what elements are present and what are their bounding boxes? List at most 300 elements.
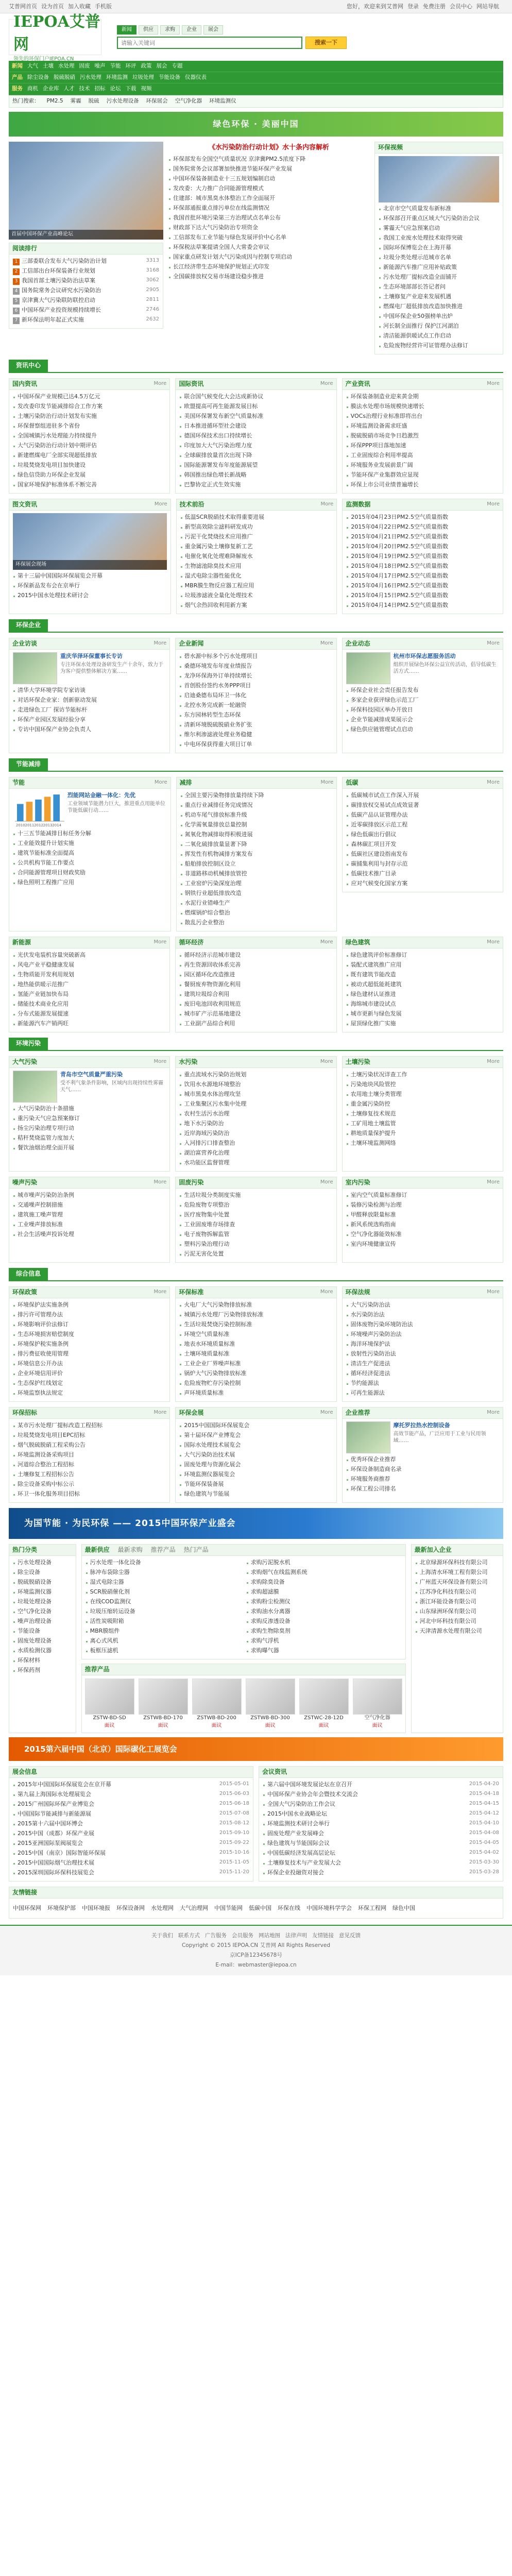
enterprise-box-2-thumbnail[interactable] xyxy=(346,652,390,684)
nav-link[interactable]: 大气 xyxy=(27,63,38,69)
list-item[interactable]: 东方园林转型生态环保 xyxy=(179,711,332,721)
hot-search-link[interactable]: 环保展会 xyxy=(146,97,168,104)
product-name[interactable]: ZSTW-BD-SD xyxy=(93,1715,126,1721)
footer-link[interactable]: 会员服务 xyxy=(232,1933,253,1939)
more-link[interactable]: More xyxy=(320,381,333,387)
enterprise-item[interactable]: 浙江环能设备有限公司 xyxy=(415,1598,499,1607)
list-item[interactable]: 韩国推出绿色增长新战略 xyxy=(179,471,332,481)
energy-saving-headline[interactable]: 烈能网站金融一体化：先优 xyxy=(67,791,135,799)
meeting-item-title[interactable]: 环保企业投融资对接会 xyxy=(267,1869,324,1876)
list-item[interactable]: 垃圾焚烧发电项目EPC招标 xyxy=(13,1431,166,1441)
nav-link[interactable]: 土壤 xyxy=(43,63,54,69)
rank-title[interactable]: 三部委联合发布大气污染防治计划 xyxy=(22,257,107,264)
list-item[interactable]: 欧盟提高可再生能源发展目标 xyxy=(179,402,332,412)
product-image[interactable] xyxy=(246,1679,295,1715)
more-link[interactable]: More xyxy=(320,640,333,647)
category-item[interactable]: 除尘设备 xyxy=(13,1568,72,1578)
top-headline[interactable]: 《水污染防治行动计划》水十条内容解析 xyxy=(208,143,329,151)
list-item[interactable]: 既有建筑节能改造 xyxy=(346,971,499,980)
list-item[interactable]: 第十届环保产业博览会 xyxy=(179,1431,332,1441)
friend-link[interactable]: 绿色中国 xyxy=(392,1905,415,1912)
nav-link[interactable]: 环评 xyxy=(125,63,136,69)
list-item[interactable]: 2015年04月22日PM2.5空气质量指数 xyxy=(346,523,499,533)
more-link[interactable]: More xyxy=(154,501,167,507)
list-item[interactable]: 污泥无害化处置 xyxy=(179,1250,332,1260)
enterprise-box-0-headline[interactable]: 重庆华泽环保董事长专访 xyxy=(60,652,123,659)
meeting-item-title[interactable]: 全国大气污染防治工作会议 xyxy=(267,1801,335,1808)
list-item[interactable]: 碳捕集利用与封存示范 xyxy=(346,860,499,870)
footer-link[interactable]: 关于我们 xyxy=(151,1933,173,1939)
list-item[interactable]: 燃煤锅炉综合整治 xyxy=(180,909,333,919)
list-item[interactable]: 湖泊富营养化治理 xyxy=(179,1149,332,1159)
expo-item-title[interactable]: 2015广州国际环保产业博览会 xyxy=(18,1801,94,1808)
list-item[interactable]: 屋顶绿化推广实施 xyxy=(346,1020,499,1029)
more-link[interactable]: More xyxy=(320,779,334,786)
search-tab[interactable]: 展会 xyxy=(203,25,223,35)
footer-link[interactable]: 意见反馈 xyxy=(339,1933,361,1939)
list-item[interactable]: 绿色照明工程推广应用 xyxy=(13,878,167,888)
topbar-link[interactable]: 网站导航 xyxy=(476,3,499,10)
list-item[interactable]: 2015年04月20日PM2.5空气质量指数 xyxy=(346,543,499,552)
meeting-item[interactable] xyxy=(263,1800,499,1810)
ad-banner-2[interactable]: 2015第六届中国（北京）国际碳化工展览会 xyxy=(9,1737,503,1761)
list-item[interactable]: 土壤污染状况详查工作 xyxy=(346,1071,499,1080)
list-item[interactable]: 清新环境脱硫脱硝业务扩张 xyxy=(179,721,332,731)
list-item[interactable]: 废旧电池回收利用规范 xyxy=(179,1000,332,1010)
supply-item[interactable]: 脉冲布袋除尘器 xyxy=(86,1568,241,1578)
list-item[interactable]: 工业噪声排放标准 xyxy=(13,1221,166,1230)
video-news-item[interactable]: 生态环境部部长答记者问 xyxy=(379,283,499,293)
list-item[interactable]: 机动车尾气排放标准升级 xyxy=(180,811,333,821)
expo-item[interactable] xyxy=(13,1781,249,1790)
expo-item[interactable] xyxy=(13,1849,249,1859)
nav-link[interactable]: 技术 xyxy=(79,86,90,92)
list-item[interactable]: 建筑施工噪声管理 xyxy=(13,1211,166,1221)
list-item[interactable]: 重金属污染防控 xyxy=(346,1100,499,1110)
hot-search-link[interactable]: 脱硫 xyxy=(88,97,99,104)
list-item[interactable]: 环境影响评价法修订 xyxy=(13,1320,166,1330)
expo-item[interactable] xyxy=(13,1820,249,1829)
list-item[interactable]: 光伏发电装机容量突破新高 xyxy=(13,951,166,961)
pollution-box-0-headline[interactable]: 青岛市空气质量严重污染 xyxy=(60,1071,123,1078)
product-card[interactable] xyxy=(299,1679,349,1730)
list-item[interactable]: 危险废物贮存污染控制 xyxy=(179,1379,332,1389)
category-item[interactable]: 污水处理设备 xyxy=(13,1558,72,1568)
expo-item-title[interactable]: 2015深圳国际环保科技展览会 xyxy=(18,1869,94,1876)
news-item[interactable]: 我国首批环境污染第三方治理试点名单公布 xyxy=(168,214,369,224)
list-item[interactable]: 环保产业园区发展经验分享 xyxy=(13,716,166,725)
list-item[interactable]: 农村生活污水治理 xyxy=(179,1110,332,1120)
news-item[interactable]: 国务院常务会议部署加快推进节能环保产业发展 xyxy=(168,165,369,175)
list-item[interactable]: 多家企业获评绿色示范工厂 xyxy=(346,696,499,706)
list-item[interactable]: 大气污染防治行动计划中期评估 xyxy=(13,442,166,451)
footer-link[interactable]: 法律声明 xyxy=(285,1933,307,1939)
rank-item[interactable] xyxy=(13,267,159,277)
list-item[interactable]: 膜法水处理市场规模快速增长 xyxy=(346,402,499,412)
list-item[interactable]: 室内空气质量标准修订 xyxy=(346,1191,499,1201)
list-item[interactable]: 工业企业厂界噪声标准 xyxy=(179,1360,332,1369)
search-input[interactable] xyxy=(117,37,302,49)
topbar-link[interactable]: 免费注册 xyxy=(423,3,446,10)
list-item[interactable]: 专访中国环保产业协会负责人 xyxy=(13,725,166,735)
nav-link[interactable]: 噪声 xyxy=(94,63,106,69)
rank-title[interactable]: 工信部出台环保装备行业规划 xyxy=(22,267,95,274)
more-link[interactable]: More xyxy=(320,939,333,945)
list-item[interactable]: 土壤环境监测网络 xyxy=(346,1139,499,1149)
more-link[interactable]: More xyxy=(320,1179,333,1185)
meeting-item[interactable] xyxy=(263,1849,499,1859)
video-news-item[interactable]: 污水处理厂提标改造全面铺开 xyxy=(379,273,499,283)
list-item[interactable]: 交通噪声控制措施 xyxy=(13,1201,166,1211)
rank-item[interactable] xyxy=(13,277,159,286)
more-link[interactable]: More xyxy=(320,1059,333,1065)
list-item[interactable]: 脱硫脱硝市场竞争日趋激烈 xyxy=(346,432,499,442)
list-item[interactable]: 碧水源中标多个污水处理项目 xyxy=(179,652,332,662)
nav-link[interactable]: 视频 xyxy=(141,86,152,92)
list-item[interactable]: 入河排污口排查整治 xyxy=(179,1139,332,1149)
list-item[interactable]: 电催化氧化处理难降解废水 xyxy=(180,552,333,562)
list-item[interactable]: 工业窑炉污染深度治理 xyxy=(180,879,333,889)
list-item[interactable]: 烟气余热回收利用新方案 xyxy=(180,601,333,611)
list-item[interactable]: 绿色建筑评价标准修订 xyxy=(346,951,499,961)
topbar-link[interactable]: 您好，欢迎来到艾普网 xyxy=(347,3,403,10)
list-item[interactable]: 环保上市公司业绩普遍增长 xyxy=(346,481,499,490)
list-item[interactable]: 城市黑臭水体治理攻坚 xyxy=(179,1090,332,1100)
meeting-item[interactable] xyxy=(263,1839,499,1849)
expo-item-title[interactable]: 2015中国（南京）国际智能环保展 xyxy=(18,1850,106,1857)
list-item[interactable]: 水污染防治法 xyxy=(346,1311,499,1320)
enterprise-item[interactable]: 北京绿源环保科技有限公司 xyxy=(415,1558,499,1568)
video-news-item[interactable]: 清洁能源供暖试点工作启动 xyxy=(379,332,499,342)
search-tab[interactable]: 求购 xyxy=(160,25,180,35)
friend-link[interactable]: 环保在线 xyxy=(278,1905,300,1912)
list-item[interactable]: 放射性污染防治法 xyxy=(346,1350,499,1360)
list-item[interactable]: 垃圾渗滤液全量化处理技术 xyxy=(180,591,333,601)
list-item[interactable]: 电子废物拆解监管 xyxy=(179,1230,332,1240)
list-item[interactable]: 锅炉大气污染物排放标准 xyxy=(179,1369,332,1379)
rank-title[interactable]: 中国环保产业投资规模持续增长 xyxy=(22,306,101,313)
list-item[interactable]: 海绵城市建设试点 xyxy=(346,1000,499,1010)
buy-item[interactable]: 求购粉尘检测仪 xyxy=(246,1598,402,1607)
list-item[interactable]: 社会生活噪声投诉处理 xyxy=(13,1230,166,1240)
enterprise-item[interactable]: 河北中环科技有限公司 xyxy=(415,1617,499,1627)
supply-item[interactable]: 板框压滤机 xyxy=(86,1647,241,1656)
enterprise-item[interactable]: 上海清水环境工程有限公司 xyxy=(415,1568,499,1578)
product-name[interactable]: ZSTWC-28-12D xyxy=(304,1715,344,1721)
list-item[interactable]: 桑德环境发布年度业绩报告 xyxy=(179,662,332,672)
list-item[interactable]: 重点行业减排任务完成情况 xyxy=(180,801,333,811)
friend-link[interactable]: 环保设备网 xyxy=(116,1905,145,1912)
list-item[interactable]: 地表水环境质量标准 xyxy=(179,1340,332,1350)
news-item[interactable]: 全国碳排放权交易市场建设稳步推进 xyxy=(168,273,369,282)
list-item[interactable]: 国家环境保护标准体系不断完善 xyxy=(13,481,166,490)
rank-item[interactable] xyxy=(13,296,159,306)
general-sub-box-2-thumbnail[interactable] xyxy=(346,1421,390,1453)
expo-item[interactable] xyxy=(13,1810,249,1820)
list-item[interactable]: 建筑节能标准全面提高 xyxy=(13,849,167,859)
product-name[interactable]: ZSTWB-BD-170 xyxy=(143,1715,183,1721)
list-item[interactable]: 循环经济示范城市建设 xyxy=(179,951,332,961)
list-item[interactable]: 园区循环化改造推进 xyxy=(179,971,332,980)
news-item[interactable]: 工信部发布工业节能与绿色发展评价中心名单 xyxy=(168,233,369,243)
list-item[interactable]: 环保企业社会责任报告发布 xyxy=(346,686,499,696)
site-logo[interactable] xyxy=(9,13,101,62)
buy-item[interactable]: 求购反渗透设备 xyxy=(246,1617,402,1627)
product-name[interactable]: ZSTWB-BD-200 xyxy=(197,1715,236,1721)
list-item[interactable]: 排污许可管理办法 xyxy=(13,1311,166,1320)
topbar-link[interactable]: 手机版 xyxy=(95,3,112,10)
buy-item[interactable]: 求购烟气在线监测系统 xyxy=(246,1568,402,1578)
list-item[interactable]: 2015年04月19日PM2.5空气质量指数 xyxy=(346,552,499,562)
list-item[interactable]: 河道综合整治工程招标 xyxy=(13,1461,166,1470)
list-item[interactable]: 地下水污染防治 xyxy=(179,1120,332,1129)
list-item[interactable]: 2015年04月17日PM2.5空气质量指数 xyxy=(346,572,499,582)
list-item[interactable]: 非道路移动机械排放管控 xyxy=(180,870,333,879)
list-item[interactable]: 二氧化硫排放量显著下降 xyxy=(180,840,333,850)
list-item[interactable]: 火电厂大气污染物排放标准 xyxy=(179,1301,332,1311)
list-item[interactable]: 环境保护税实施条例 xyxy=(13,1340,166,1350)
list-item[interactable]: 环境信息公开办法 xyxy=(13,1360,166,1369)
list-item[interactable]: 土壤环境质量标准 xyxy=(179,1350,332,1360)
list-item[interactable]: 土壤修复技术规范 xyxy=(346,1110,499,1120)
category-item[interactable]: 节能设备 xyxy=(13,1627,72,1637)
buy-item[interactable]: 求购超滤膜 xyxy=(246,1588,402,1598)
list-item[interactable]: 环境监测设备采购项目 xyxy=(13,1451,166,1461)
supply-item[interactable]: 离心式风机 xyxy=(86,1637,241,1647)
search-tab[interactable]: 供应 xyxy=(139,25,158,35)
footer-link[interactable]: 友情链接 xyxy=(312,1933,334,1939)
list-item[interactable]: 医疗废物集中处置 xyxy=(179,1211,332,1221)
nav-link[interactable]: 环境监测 xyxy=(106,74,128,81)
nav-link[interactable]: 专题 xyxy=(172,63,183,69)
list-item[interactable]: 2015年04月16日PM2.5空气质量指数 xyxy=(346,582,499,591)
friend-link[interactable]: 水处理网 xyxy=(151,1905,174,1912)
list-item[interactable]: 合同能源管理项目财政奖励 xyxy=(13,869,167,878)
list-item[interactable]: 饮用水水源地环境整治 xyxy=(179,1080,332,1090)
list-item[interactable]: 某市污水处理厂提标改造工程招标 xyxy=(13,1421,166,1431)
more-link[interactable]: More xyxy=(153,381,167,387)
product-card[interactable] xyxy=(246,1679,295,1730)
list-item[interactable]: 清洁生产促进法 xyxy=(346,1360,499,1369)
buy-item[interactable]: 求购曝气器 xyxy=(246,1647,402,1656)
list-item[interactable]: 化学需氧量排放总量控制 xyxy=(180,821,333,831)
list-item[interactable]: 环境空气质量标准 xyxy=(179,1330,332,1340)
more-link[interactable]: More xyxy=(320,1289,333,1295)
list-item[interactable]: 工业固废堆存场排查 xyxy=(179,1221,332,1230)
category-item[interactable]: 水质检测仪器 xyxy=(13,1647,72,1656)
hot-search-link[interactable]: 空气净化器 xyxy=(175,97,202,104)
friend-link[interactable]: 中国环境报 xyxy=(82,1905,110,1912)
list-item[interactable]: 钢铁行业超低排放改造 xyxy=(180,889,333,899)
rank-item[interactable] xyxy=(13,257,159,267)
more-link[interactable]: More xyxy=(487,779,500,786)
list-item[interactable]: 低温SCR脱硝技术取得重要进展 xyxy=(180,513,333,523)
friend-link[interactable]: 环境保护部 xyxy=(47,1905,76,1912)
list-item[interactable]: MBR膜生物反应器工程应用 xyxy=(180,582,333,591)
list-item[interactable]: 首创股份签约水务PPP项目 xyxy=(179,682,332,691)
meeting-item-title[interactable]: 固废处理产业发展峰会 xyxy=(267,1830,324,1837)
list-item[interactable]: 走进绿色工厂 探访节能标杆 xyxy=(13,706,166,716)
category-item[interactable]: 环境监测仪器 xyxy=(13,1588,72,1598)
more-link[interactable]: More xyxy=(487,640,500,647)
category-item[interactable]: 空气净化设备 xyxy=(13,1607,72,1617)
expo-item-title[interactable]: 中国国际节能减排与新能源展 xyxy=(18,1810,91,1818)
nav-link[interactable]: 固废 xyxy=(79,63,90,69)
nav-link[interactable]: 仪器仪表 xyxy=(185,74,207,81)
list-item[interactable]: 新能源汽车产销两旺 xyxy=(13,1020,166,1029)
trade-tab[interactable]: 热门产品 xyxy=(183,1546,209,1553)
video-news-item[interactable]: 燃煤电厂超低排放改造加快推进 xyxy=(379,302,499,312)
list-item[interactable]: 装修污染检测与治理 xyxy=(346,1201,499,1211)
more-link[interactable]: More xyxy=(153,1059,167,1065)
rank-title[interactable]: 新环保法明年起正式实施 xyxy=(22,316,84,323)
video-news-item[interactable]: 河长制全面推行 保护江河湖泊 xyxy=(379,322,499,332)
trade-tab[interactable]: 最新供应 xyxy=(84,1546,110,1553)
footer-link[interactable]: 广告服务 xyxy=(205,1933,227,1939)
list-item[interactable]: 对话环保企业家：创新驱动发展 xyxy=(13,696,166,706)
supply-item[interactable]: 在线COD监测仪 xyxy=(86,1598,241,1607)
supply-item[interactable]: 垃圾压缩转运设备 xyxy=(86,1607,241,1617)
expo-item-title[interactable]: 2015第十六届中国环博会 xyxy=(18,1820,83,1827)
list-item[interactable]: 海洋环境保护法 xyxy=(346,1340,499,1350)
footer-link[interactable]: 网站地图 xyxy=(259,1933,280,1939)
more-link[interactable]: More xyxy=(487,939,500,945)
more-link[interactable]: More xyxy=(153,939,167,945)
list-item[interactable]: 2015年04月14日PM2.5空气质量指数 xyxy=(346,601,499,611)
expo-item-title[interactable]: 2015中国（成都）环保产业展 xyxy=(18,1830,94,1837)
list-item[interactable]: 重点流域水污染防治规划 xyxy=(179,1071,332,1080)
rank-item[interactable] xyxy=(13,286,159,296)
list-item[interactable]: 空气净化器能效标准 xyxy=(346,1230,499,1240)
nav-link[interactable]: 企业库 xyxy=(43,86,59,92)
focus-photo[interactable] xyxy=(9,142,163,240)
news-item[interactable]: 环保部通报重点排污单位在线监测情况 xyxy=(168,204,369,214)
list-item[interactable]: 固体废物污染环境防治法 xyxy=(346,1320,499,1330)
nav-link[interactable]: 下载 xyxy=(125,86,136,92)
list-item[interactable]: 环境服务商推荐 xyxy=(346,1475,499,1485)
list-item[interactable]: 优秀环保企业推荐 xyxy=(346,1455,499,1465)
video-thumbnail[interactable] xyxy=(379,156,499,202)
list-item[interactable]: 储能技术商业化应用 xyxy=(13,1000,166,1010)
list-item[interactable]: 氢能产业链加快布局 xyxy=(13,990,166,1000)
list-item[interactable]: 工业集聚区污水集中处理 xyxy=(179,1100,332,1110)
more-link[interactable]: More xyxy=(487,1059,500,1065)
news-item[interactable]: 长江经济带生态环境保护规划正式印发 xyxy=(168,263,369,273)
category-item[interactable]: 脱硫脱硝设备 xyxy=(13,1578,72,1588)
meeting-item-title[interactable]: 中国环保产业协会年会暨技术交流会 xyxy=(267,1791,358,1798)
list-item[interactable]: 近岸海域污染防治 xyxy=(179,1129,332,1139)
list-item[interactable]: 绿色建材认证推进 xyxy=(346,990,499,1000)
supply-item[interactable]: MBR膜组件 xyxy=(86,1627,241,1637)
product-image[interactable] xyxy=(85,1679,134,1715)
list-item[interactable]: 餐厨废弃物资源化利用 xyxy=(179,980,332,990)
list-item[interactable]: 森林碳汇项目开发 xyxy=(346,840,499,850)
product-image[interactable] xyxy=(192,1679,242,1715)
list-item[interactable]: 生活垃圾分类制度实施 xyxy=(179,1191,332,1201)
list-item[interactable]: 工矿用地土壤监管 xyxy=(346,1120,499,1129)
list-item[interactable]: 维尔利渗滤液处理业务稳健 xyxy=(179,731,332,740)
nav-link[interactable]: 展会 xyxy=(156,63,167,69)
buy-item[interactable]: 求购生物除臭剂 xyxy=(246,1627,402,1637)
expo-item-title[interactable]: 2015年中国国际环保展览会在京开幕 xyxy=(18,1781,111,1788)
rank-title[interactable]: 国务院常务会议研究水污染防治 xyxy=(22,286,101,294)
news-item[interactable]: 财政部下达大气污染防治专项资金 xyxy=(168,224,369,233)
meeting-item[interactable] xyxy=(263,1859,499,1869)
meeting-item-title[interactable]: 中国低碳经济发展高层论坛 xyxy=(267,1850,335,1857)
friend-link[interactable]: 中国环境科学学会 xyxy=(306,1905,352,1912)
list-item[interactable]: 低碳城市试点工作深入开展 xyxy=(346,791,499,801)
product-name[interactable]: 空气净化器 xyxy=(364,1715,390,1721)
video-news-item[interactable]: 北京市空气质量发布新标准 xyxy=(379,205,499,214)
buy-item[interactable]: 求购油水分离器 xyxy=(246,1607,402,1617)
rank-title[interactable]: 我国首部土壤污染防治法草案 xyxy=(22,277,95,284)
general-sub-box-2-headline[interactable]: 摩托罗拉热水控制设备 xyxy=(393,1421,450,1429)
list-item[interactable]: 环境服务业发展前景广阔 xyxy=(346,461,499,471)
list-item[interactable]: 环保工程公司排名 xyxy=(346,1485,499,1495)
more-link[interactable]: More xyxy=(487,1410,500,1416)
list-item[interactable]: 日本推进循环型社会建设 xyxy=(179,422,332,432)
list-item[interactable]: 绿色建筑与节能展 xyxy=(179,1490,332,1500)
list-item[interactable]: 再生资源回收体系完善 xyxy=(179,961,332,971)
product-card[interactable] xyxy=(85,1679,134,1730)
list-item[interactable]: 秸秆焚烧监管力度加大 xyxy=(13,1134,166,1144)
more-link[interactable]: More xyxy=(153,640,167,647)
list-item[interactable]: 节能环保产业集群效应显现 xyxy=(346,471,499,481)
list-item[interactable]: 船舶排放控制区设立 xyxy=(180,860,333,870)
list-item[interactable]: 中国环保产业规模已达4.5万亿元 xyxy=(13,393,166,402)
list-item[interactable]: 巴黎协定正式生效实施 xyxy=(179,481,332,490)
nav-link[interactable]: 节能设备 xyxy=(159,74,180,81)
friend-link[interactable]: 环保工程网 xyxy=(358,1905,386,1912)
list-item[interactable]: 生态环境损害赔偿制度 xyxy=(13,1330,166,1340)
video-news-item[interactable]: 我国工业废水处理技术取得突破 xyxy=(379,234,499,244)
more-link[interactable]: More xyxy=(320,501,334,507)
buy-item[interactable]: 求购气浮机 xyxy=(246,1637,402,1647)
list-item[interactable]: 全国城镇污水处理能力持续提升 xyxy=(13,432,166,442)
product-card[interactable] xyxy=(139,1679,188,1730)
list-item[interactable]: 耕地质量保护提升 xyxy=(346,1129,499,1139)
enterprise-item[interactable]: 山东绿洲环保有限公司 xyxy=(415,1607,499,1617)
pic-news-item[interactable]: 第十三届中国国际环保展览会开幕 xyxy=(13,572,167,582)
expo-item-title[interactable]: 第九届上海国际水处理展览会 xyxy=(18,1791,91,1798)
list-item[interactable]: 环保PPP项目落地加速 xyxy=(346,442,499,451)
list-item[interactable]: 工业副产品综合利用 xyxy=(179,1020,332,1029)
hot-search-link[interactable]: 污水处理设备 xyxy=(106,97,139,104)
video-news-item[interactable]: 雾霾天气应急预案启动 xyxy=(379,224,499,234)
more-link[interactable]: More xyxy=(320,1410,333,1416)
list-item[interactable]: 氮氧化物减排取得积极进展 xyxy=(180,831,333,840)
list-item[interactable]: 装配式建筑推广应用 xyxy=(346,961,499,971)
enterprise-box-0-thumbnail[interactable] xyxy=(13,652,57,684)
nav-link[interactable]: 除尘设备 xyxy=(27,74,49,81)
list-item[interactable]: 被动式超低能耗建筑 xyxy=(346,980,499,990)
list-item[interactable]: 生物滤池除臭技术应用 xyxy=(180,562,333,572)
list-item[interactable]: 环境监测设备需求旺盛 xyxy=(346,422,499,432)
list-item[interactable]: 环保督察组进驻多个省份 xyxy=(13,422,166,432)
video-news-item[interactable]: 国际环保博览会在上海开幕 xyxy=(379,244,499,253)
list-item[interactable]: 企业环境信用评价 xyxy=(13,1369,166,1379)
list-item[interactable]: 环境噪声污染防治法 xyxy=(346,1330,499,1340)
list-item[interactable]: 十三五节能减排目标任务分解 xyxy=(13,829,167,839)
list-item[interactable]: 大气污染防治十条措施 xyxy=(13,1105,166,1114)
expo-item[interactable] xyxy=(13,1829,249,1839)
video-news-item[interactable]: 垃圾分类处理示范城市名单 xyxy=(379,253,499,263)
list-item[interactable]: 城市更新与绿色发展 xyxy=(346,1010,499,1020)
list-item[interactable]: VOCs治理行业标准即将出台 xyxy=(346,412,499,422)
list-item[interactable]: 水功能区监督管理 xyxy=(179,1159,332,1168)
list-item[interactable]: 国际能源署发布年度能源展望 xyxy=(179,461,332,471)
topbar-link[interactable]: 设为首页 xyxy=(41,3,64,10)
